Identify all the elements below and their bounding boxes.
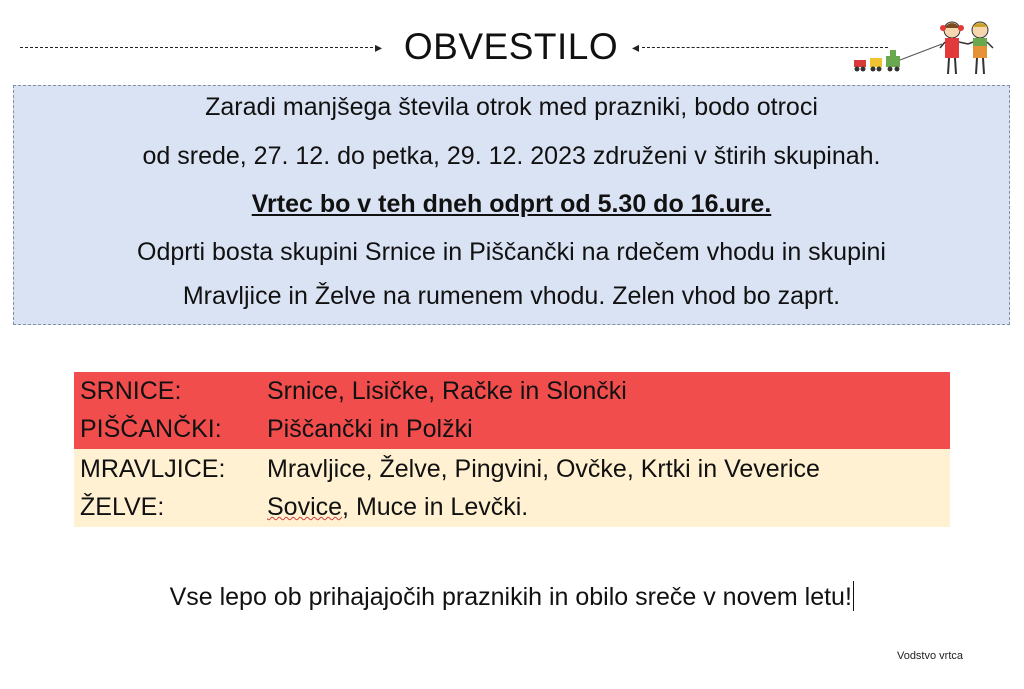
dashed-rule-left [20,47,378,48]
group-name: MRAVLJICE: [80,455,226,483]
notice-box [13,85,1010,325]
arrow-left-icon: ◂ [632,39,640,55]
groups-table [74,372,950,527]
header [0,22,1024,72]
group-row [74,450,950,488]
notice-line: Odprti bosta skupini Srnice in Piščančki na rdečem vhodu in skupini [137,238,886,266]
notice-line: od srede, 27. 12. do petka, 29. 12. 2023 združeni v štirih skupinah. [142,142,881,170]
misspelled-word: Sovice [267,493,343,521]
notice-line: Zaradi manjšega števila otrok med prazniki, bodo otroci [205,93,818,121]
opening-hours: Vrtec bo v teh dneh odprt od 5.30 do 16.ure. [251,190,772,218]
group-row [74,372,950,410]
signature: Vodstvo vrtca [896,650,964,662]
holiday-wish-text: Vse lepo ob prihajajočih praznikih in obilo sreče v novem letu! [169,583,852,611]
group-members-rest: , Muce in Levčki. [342,493,529,521]
group-name: ŽELVE: [80,493,165,521]
group-members: Piščančki in Polžki [267,415,473,443]
children-with-toy-train-icon [850,16,1010,78]
group-name: PIŠČANČKI: [80,415,222,443]
group-name: SRNICE: [80,377,182,405]
group-members: Mravljice, Želve, Pingvini, Ovčke, Krtki in Veverice [267,455,820,483]
notice-line: Mravljice in Želve na rumenem vhodu. Zelen vhod bo zaprt. [182,282,841,310]
page-title: OBVESTILO [403,26,619,67]
group-row [74,410,950,448]
group-row [74,488,950,526]
group-members: Srnice, Lisičke, Račke in Slončki [267,377,627,405]
group-members [267,488,528,526]
text-cursor [853,581,855,611]
arrow-right-icon: ▸ [375,39,383,55]
holiday-wish [0,580,1024,614]
